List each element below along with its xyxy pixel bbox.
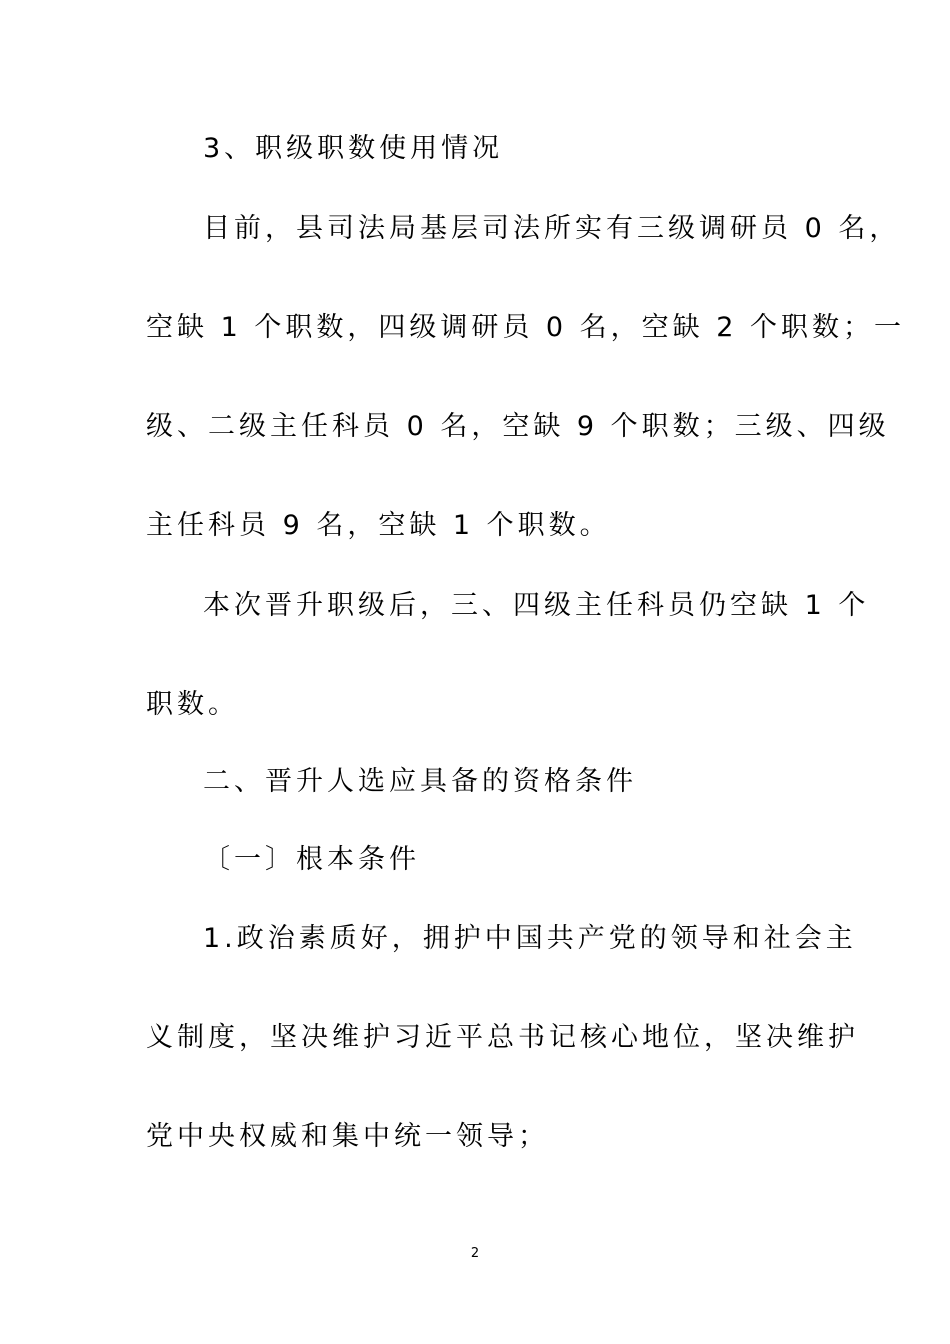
paragraph-line-5: 本次晋升职级后，三、四级主任科员仍空缺 1 个	[203, 590, 870, 621]
paragraph-line-6: 职数。	[146, 689, 239, 720]
paragraph-line-1: 目前，县司法局基层司法所实有三级调研员 0 名，	[203, 213, 901, 244]
paragraph-line-3: 级、二级主任科员 0 名，空缺 9 个职数；三级、四级	[146, 411, 890, 442]
paragraph-line-9: 党中央权威和集中统一领导；	[146, 1121, 549, 1152]
paragraph-line-2: 空缺 1 个职数，四级调研员 0 名，空缺 2 个职数；一	[146, 312, 906, 343]
section-heading-qualifications: 二、晋升人选应具备的资格条件	[203, 766, 637, 797]
subheading-basic-conditions: 〔一〕根本条件	[203, 844, 420, 875]
page-number: 2	[470, 1246, 480, 1261]
section-heading-rank-usage: 3、职级职数使用情况	[203, 133, 504, 164]
paragraph-line-4: 主任科员 9 名，空缺 1 个职数。	[146, 510, 611, 541]
paragraph-line-7: 1.政治素质好，拥护中国共产党的领导和社会主	[203, 923, 857, 954]
paragraph-line-8: 义制度，坚决维护习近平总书记核心地位，坚决维护	[146, 1022, 859, 1053]
